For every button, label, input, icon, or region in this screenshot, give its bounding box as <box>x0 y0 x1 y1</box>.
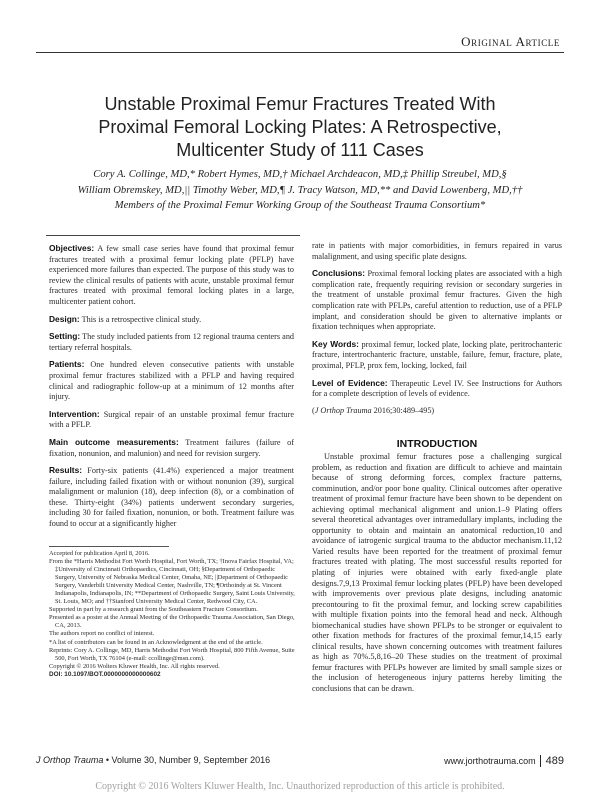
abstract-level <box>312 378 562 400</box>
abstract-text: Therapeutic Level IV. See Instructions for Authors for a complete description of levels of evidence. <box>312 378 562 399</box>
abstract-label: Intervention: <box>49 408 100 419</box>
citation-details: 2016;30:489–495) <box>371 405 435 415</box>
footnotes <box>49 550 297 679</box>
abstract-text: proximal femur, locked plate, locking plate, peritrochanteric fracture, intertrochanteric fracture, unstable, failure, femur, fracture, plate, proximal, PFLP, prox fem, locking, locked, fail <box>312 339 563 370</box>
footnote-rule <box>49 546 169 547</box>
footer-journal: J Orthop Trauma <box>36 755 104 765</box>
abstract-label: Level of Evidence: <box>312 377 388 388</box>
citation: (J Orthop Trauma 2016;30:489–495) <box>312 405 435 415</box>
abstract-text: Surgical repair of an unstable proximal femur fracture with a PFLP. <box>49 409 295 430</box>
footnote: Presented as a poster at the Annual Meeting of the Orthopaedic Trauma Association, San Diego, CA, 2013. <box>49 614 295 630</box>
section-heading: Original Article <box>461 34 560 49</box>
copyright-notice: Copyright © 2016 Wolters Kluwer Health, Inc. Unauthorized reproduction of this article is prohibited. <box>95 781 505 792</box>
abstract-label: Design: <box>49 313 80 324</box>
abstract-outcomes <box>49 437 294 459</box>
introduction-text: Unstable proximal femur fractures pose a challenging surgical problem, as reduction and fixation are difficult to achieve and maintain because of strong deforming forces, complex fracture patterns, comminution, and/or poor bone quality. Clinical outcomes after operative treatment of proximal femur fracture have been shown to be dependent on achieving optimal mechanical alignment and union.1–9 Plating offers several theoretical advantages over intramedullary implants, including the opportunity to obtain and maintain an anatomical reduction,10 and avoidance of iatrogenic surgical trauma to the abductor mechanism.11,12 Varied results have been reported for the treatment of proximal femur fractures treated with plating. The most successful results reported for plating of injuries were obtained with early fixed-angle plate designs.7,9,13 Proximal femur locking plates (PFLP) have been developed with improvements over previous plate designs, including anatomic precontouring to fit the proximal femur, and locking screw capabilities with multiple fixation points into the femoral head and neck. Although biomechanical studies have shown PFLPs to be stronger or equivalent to other fixation methods for fractures of the proximal femur,14,15 early clinical results, have shown concerning outcomes with treatment failures as high as 70%.5,8,16–20 These studies on the treatment of proximal femur fractures with PFLPs however are limited by small sample sizes or the inclusion of heterogeneous injury patterns hereby limiting the conclusions that can be drawn. <box>312 452 562 694</box>
abstract-label: Key Words: <box>312 338 359 349</box>
footnote: Supported in part by a research grant from the Southeastern Fracture Consortium. <box>49 606 258 614</box>
abstract-right-column <box>312 241 562 422</box>
abstract-text: Forty-six patients (41.4%) experienced a major treatment failure, including failed fixation with or without nonunion (39), surgical malalignment or malunion (18), deep infection (8), or a combination of these. Thirty-eight (34%) patients underwent secondary surgeries, including 30 for failed fixation, nonunion, or both. Treatment failure was found to occur at a significantly higher <box>49 466 295 529</box>
abstract-label: Main outcome measurements: <box>49 436 179 447</box>
title-line: Multicenter Study of 111 Cases <box>176 140 424 160</box>
author-line: Cory A. Collinge, MD,* Robert Hymes, MD,† Michael Archdeacon, MD,‡ Phillip Streubel, MD,§ <box>93 169 507 180</box>
footnote: The authors report no conflict of interest. <box>49 630 155 638</box>
abstract-results <box>49 465 294 530</box>
abstract-text: This is a retrospective clinical study. <box>81 314 202 324</box>
footer-right <box>444 755 564 767</box>
article-title <box>40 93 560 162</box>
footnote: *A list of contributors can be found in an Acknowledgment at the end of the article. <box>49 638 263 646</box>
abstract-keywords <box>312 339 562 372</box>
abstract-label: Setting: <box>49 331 81 342</box>
abstract-text: Proximal femoral locking plates are associated with a high complication rate, frequently requiring revision or secondary surgeries in the treatment of unstable proximal femur fractures. Given the high complication rate with PFLPs, careful attention to reduction, use of a PFLP implant, and consideration should be given to alternative implants or fixation techniques when appropriate. <box>312 269 562 332</box>
abstract-text: One hundred eleven consecutive patients with unstable proximal femur fractures stabilized with a PFLP and having required clinical and radiographic follow-up at a minimum of 12 months after injury. <box>49 360 294 402</box>
abstract-intervention <box>49 409 294 431</box>
title-line: Proximal Femoral Locking Plates: A Retrospective, <box>98 117 502 137</box>
abstract-left-column <box>49 243 294 536</box>
page-number: 489 <box>540 755 564 767</box>
author-line: William Obremskey, MD,|| Timothy Weber, MD,¶ J. Tracy Watson, MD,** and David Lowenberg, MD,†† <box>77 184 523 196</box>
footer-issue: • Volume 30, Number 9, September 2016 <box>103 755 271 765</box>
footnote-reprints: Reprints: Cory A. Collinge, MD, Harris Methodist Fort Worth Hospital, 800 Fifth Avenue, Suite 500, Fort Worth, TX 76104 (e-mail: ccollinge@msn.com). <box>49 646 295 662</box>
footer-journal-info <box>36 755 270 765</box>
author-list <box>40 167 560 214</box>
footer-website: www.jorthotrauma.com <box>444 756 536 766</box>
abstract-patients <box>49 359 294 402</box>
citation-journal: J Orthop Trauma <box>314 405 372 415</box>
abstract-objectives <box>49 243 294 308</box>
abstract-text: The study included patients from 12 regional trauma centers and tertiary referral hospitals. <box>49 332 295 352</box>
abstract-results-continued: rate in patients with major comorbidities, in femurs repaired in varus malalignment, and using specific plate designs. <box>312 241 562 261</box>
doi: DOI: 10.1097/BOT.0000000000000602 <box>49 670 161 678</box>
abstract-rule <box>46 235 300 236</box>
abstract-label: Patients: <box>49 359 85 370</box>
author-line: Members of the Proximal Femur Working Group of the Southeast Trauma Consortium* <box>114 200 486 211</box>
header-rule <box>36 52 564 53</box>
abstract-label: Objectives: <box>49 243 95 253</box>
abstract-label: Results: <box>49 465 83 476</box>
abstract-label: Conclusions: <box>312 268 366 279</box>
abstract-text: Treatment failures (failure of fixation, nonunion, and malunion) and need for revision surgery. <box>49 437 294 458</box>
abstract-setting <box>49 331 294 353</box>
abstract-design <box>49 314 294 326</box>
introduction-heading: INTRODUCTION <box>396 438 478 450</box>
title-line: Unstable Proximal Femur Fractures Treated With <box>104 94 496 114</box>
footnote-affiliations: From the *Harris Methodist Fort Worth Hospital, Fort Worth, TX; †Inova Fairfax Hospital, VA; ‡University of Cincinnati Orthopaedics, Cincinnati, OH; §Department of Orthopaedic Surgery, University of Nebraska Medical Center, Omaha, NE; ||Department of Orthopaedic Surgery, Vanderbilt University Medical Center, Nashville, TN; ¶Orthoindy at St. Vincent Indianapolis, Indianapolis, IN; **Department of Orthopaedic Surgery, Saint Louis University, St. Louis, MO; and ††Stanford University Medical Center, Redwood City, CA. <box>49 558 295 606</box>
footnote: Accepted for publication April 8, 2016. <box>49 550 150 557</box>
abstract-text: A few small case series have found that proximal femur fractures treated with a proximal femur locking plate (PFLP) have experienced more failures than expected. The purpose of this study was to review the clinical results of patients with acute, unstable proximal femur fractures treated with proximal femoral locking plates in a large, multicenter patient cohort. <box>49 244 294 306</box>
abstract-conclusions <box>312 268 562 333</box>
footnote: Copyright © 2016 Wolters Kluwer Health, Inc. All rights reserved. <box>49 662 220 670</box>
